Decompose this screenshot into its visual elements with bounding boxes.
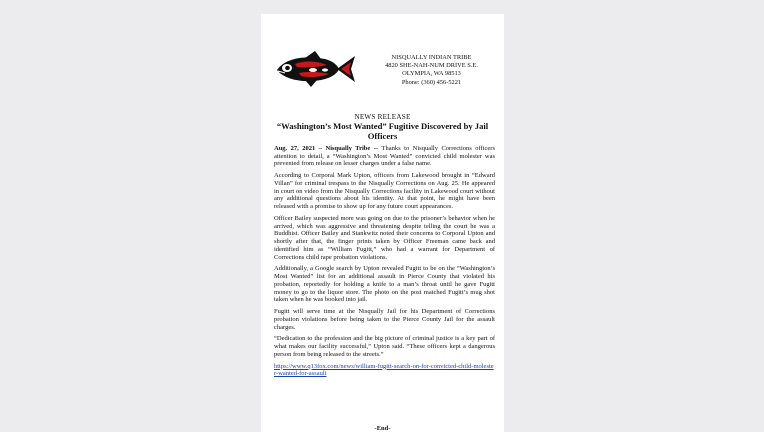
news-release-label: NEWS RELEASE xyxy=(354,113,411,121)
paragraph-1 xyxy=(274,145,495,168)
paragraph-2: According to Corporal Mark Upton, officers from Lakewood brought in “Edward Villan” for criminal trespass to the Nisqually Corrections on Aug. 25. He appeared in court on video from the Nisqually Corrections facility in Lakewood court without any additional questions about his identity. At that point, he might have been released with a promise to show up for any future court appearances. xyxy=(274,172,495,211)
news-release-page xyxy=(261,14,504,432)
fish-logo-icon xyxy=(275,50,357,88)
paragraph-4: Additionally, a Google search by Upton revealed Fugitt to be on the “Washington’s Most Wanted” list for an additional assault in Pierce County that violated his probation, reportedly for holding a knife to a man’s throat until he gave Fugitt money to go to the liquor store. The photo on the post matched Fugitt’s mug shot taken when he was booked into jail. xyxy=(274,265,495,304)
phone-number: Phone: (360) 456-5221 xyxy=(401,78,462,86)
paragraph-5: Fugitt will serve time at the Nisqually Jail for his Department of Corrections probation violations before being taken to the Pierce County Jail for the assault charges. xyxy=(274,308,495,331)
paragraph-1-text: Thanks to Nisqually Corrections officers attention to detail, a “Washington’s Most Wanted” convicted child molester was prevented from release on lesser charges under a false name. xyxy=(274,145,495,168)
paragraph-6: “Dedication to the profession and the big picture of criminal justice is a key part of what makes our facility successful,” Upton said. “These officers kept a dangerous person from being released to the streets.” xyxy=(274,335,495,358)
paragraph-3: Officer Bailey suspected more was going on due to the prisoner’s behavior when he arrived, which was aggressive and threatening despite telling the court he was a Buddhist. Officer Bailey and Stankwitz noted their concerns to Corporal Upton and shortly after that, the finger prints taken by Officer Freeman came back and identified him as “William Fugitt,” who had a warrant for Department of Corrections child rape probation violations. xyxy=(274,215,495,261)
street-address: 4820 SHE-NAH-NUM DRIVE S.E. xyxy=(385,62,478,70)
headline: “Washington’s Most Wanted” Fugitive Discovered by Jail Officers xyxy=(276,121,489,142)
source-link[interactable]: https://www.q13fox.com/news/william-fugitt-search-on-for-convicted-child-molester-wanted-for-assault xyxy=(274,362,494,378)
letterhead-address xyxy=(369,54,494,87)
org-name: NISQUALLY INDIAN TRIBE xyxy=(391,54,472,61)
city-address: OLYMPIA, WA 98513 xyxy=(402,70,461,78)
dateline: Aug. 27, 2021 – Nisqually Tribe -- xyxy=(274,145,379,152)
article-body xyxy=(274,145,495,382)
end-marker: -End- xyxy=(374,425,391,432)
